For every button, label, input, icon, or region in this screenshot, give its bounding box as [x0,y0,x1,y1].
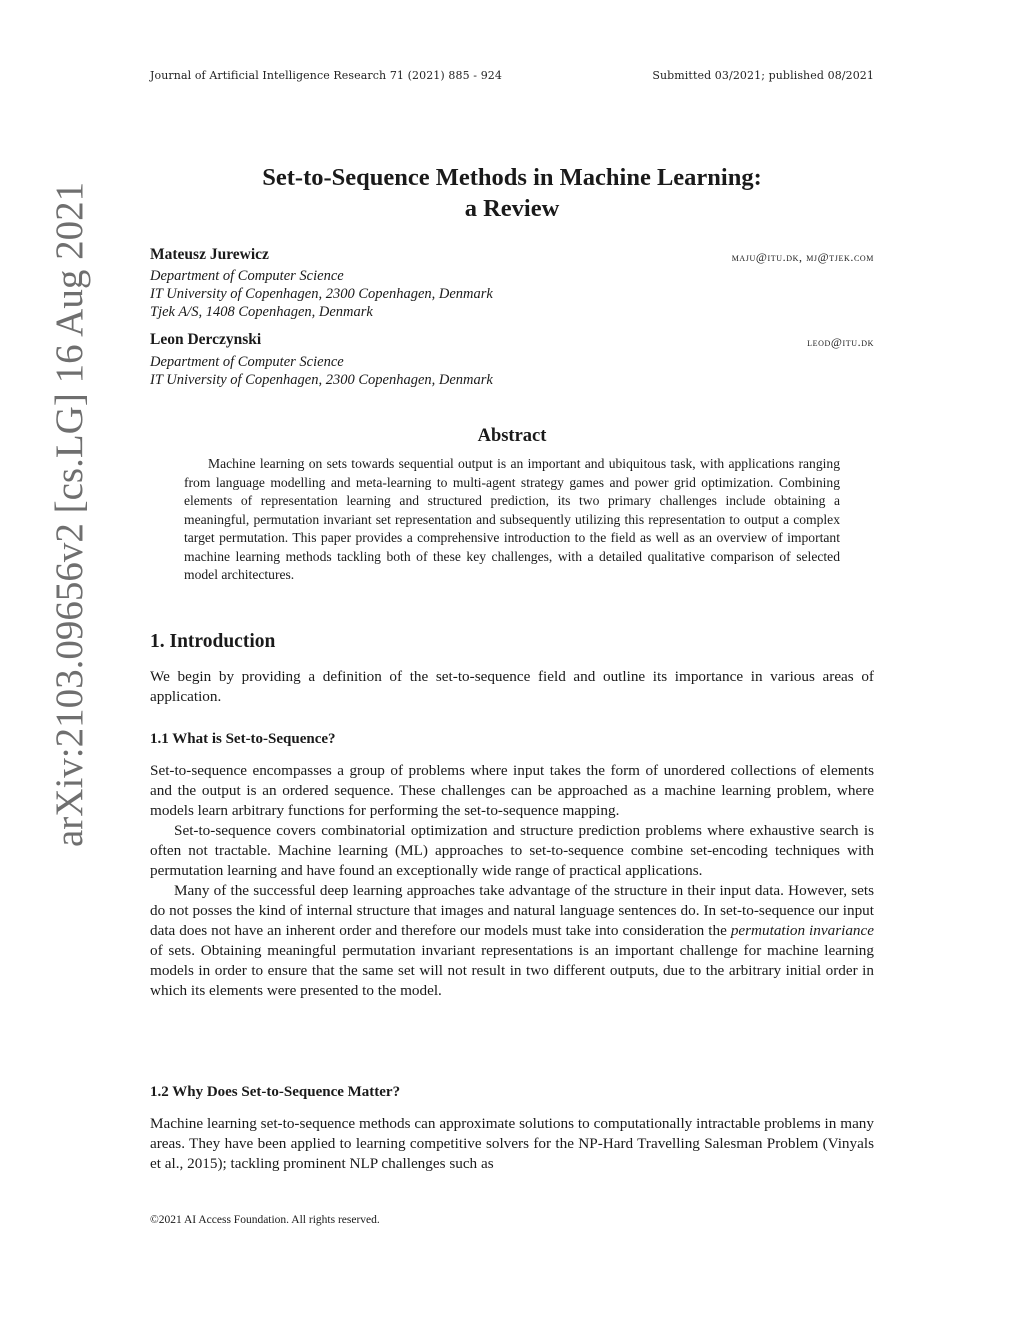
emphasis-text: permutation invariance [730,922,874,939]
subsection-body [150,761,874,1001]
subsection-heading: 1.1 What is Set-to-Sequence? [150,731,336,747]
text-run: Many of the successful deep learning approaches take advantage of the structure in their input data. However, sets do not posses the kind of internal structure that images and natural language sentences do. In set-to-sequence our input data does not have an inherent order and therefore our models must take into consideration the [150,882,874,939]
copyright-footer: ©2021 AI Access Foundation. All rights reserved. [150,1214,380,1226]
title-line-2: a Review [464,195,560,222]
paragraph [150,881,874,1001]
section-heading: 1. Introduction [150,631,276,652]
section-intro [150,667,874,707]
journal-header: Journal of Artificial Intelligence Research 71 (2021) 885 - 924 [150,69,502,82]
abstract-text: Machine learning on sets towards sequential output is an important and ubiquitous task, with applications ranging from language modelling and meta-learning to multi-agent strategy games and power grid optimization. Combining elements of representation learning and structured prediction, its two primary challenges include obtaining a meaningful, permutation invariant set representation and subsequently utilizing this representation to output a complex target permutation. This paper provides a comprehensive introduction to the field as well as an overview of important machine learning methods tackling both of these key challenges, with a detailed qualitative comparison of selected model architectures. [184,456,840,582]
paragraph: We begin by providing a definition of the set-to-sequence field and outline its importance in various areas of application. [150,668,874,705]
subsection-body [150,1114,874,1174]
author-affiliation [150,353,493,389]
author-affiliation [150,267,493,321]
affiliation-line: Tjek A/S, 1408 Copenhagen, Denmark [150,304,373,320]
paragraph: Set-to-sequence covers combinatorial optimization and structure prediction problems where exhaustive search is often not tractable. Machine learning (ML) approaches to set-to-sequence combine set-encoding techniques with permutation learning and have found an exceptionally wide range of practical applications. [150,822,874,879]
title-line-1: Set-to-Sequence Methods in Machine Learning: [262,164,762,191]
author-name: Mateusz Jurewicz [150,246,269,263]
author-email: maju@itu.dk, mj@tjek.com [731,250,874,264]
author-name: Leon Derczynski [150,331,262,348]
arxiv-identifier: arXiv:2103.09656v2 [cs.LG] 16 Aug 2021 [48,181,91,847]
subsection-heading: 1.2 Why Does Set-to-Sequence Matter? [150,1084,401,1100]
submission-dates: Submitted 03/2021; published 08/2021 [652,69,874,82]
affiliation-line: Department of Computer Science [150,354,344,370]
affiliation-line: IT University of Copenhagen, 2300 Copenhagen, Denmark [150,286,493,302]
paragraph: Set-to-sequence encompasses a group of problems where input takes the form of unordered collections of elements and the output is an ordered sequence. These challenges can be approached as a machine learning problem, where models learn arbitrary functions for performing the set-to-sequence mapping. [150,762,874,819]
text-run: of sets. Obtaining meaningful permutation invariant representations is an important challenge for machine learning models in order to ensure that the same set will not result in two different outputs, due to the arbitrary initial order in which its elements were presented to the model. [150,942,874,999]
affiliation-line: Department of Computer Science [150,268,344,284]
author-email: leod@itu.dk [807,335,874,349]
abstract-heading: Abstract [477,426,547,446]
paper-title [150,162,874,224]
affiliation-line: IT University of Copenhagen, 2300 Copenhagen, Denmark [150,372,493,388]
paragraph: Machine learning set-to-sequence methods can approximate solutions to computationally intractable problems in many areas. They have been applied to learning competitive solvers for the NP-Hard Travelling Salesman Problem (Vinyals et al., 2015); tackling prominent NLP challenges such as [150,1115,874,1172]
